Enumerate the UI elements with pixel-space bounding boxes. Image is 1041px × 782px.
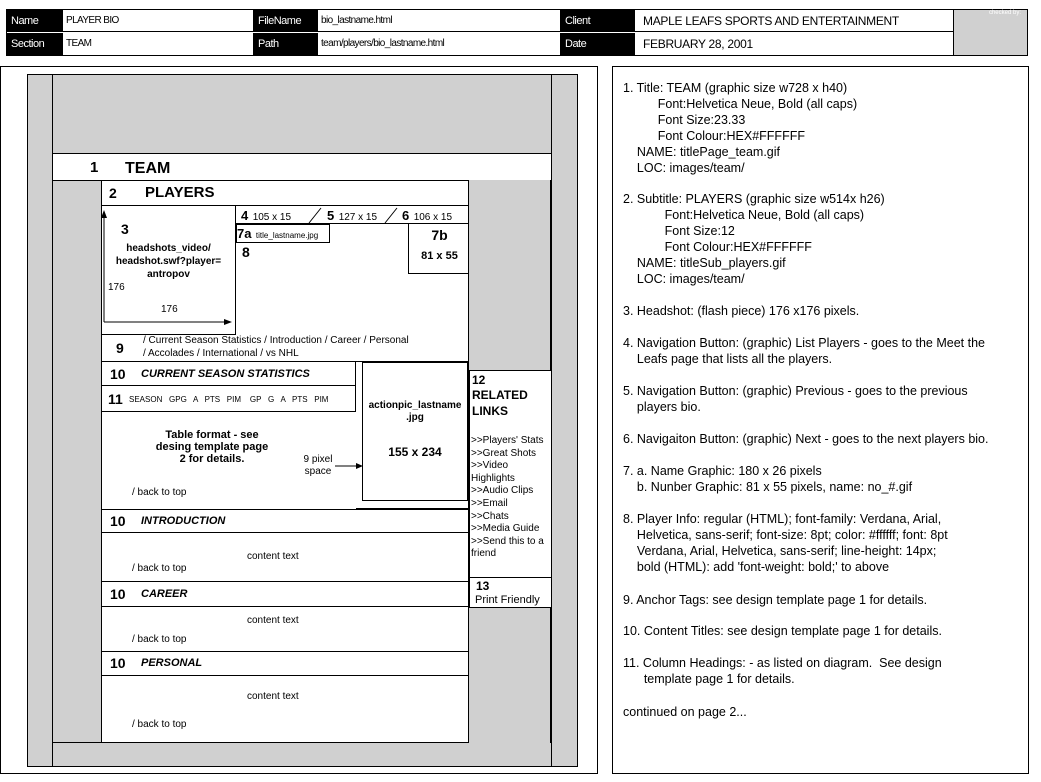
section-value: TEAM xyxy=(63,33,254,55)
headshot-dimension-arrows xyxy=(101,206,241,336)
nav-5-size: 127 x 15 xyxy=(338,212,378,223)
action-pic-size: 155 x 234 xyxy=(388,445,442,459)
related-link-great-shots[interactable]: >>Great Shots xyxy=(471,447,537,459)
name-value: PLAYER BIO xyxy=(63,10,254,32)
name-graphic-file: title_lastname.jpg xyxy=(255,231,319,240)
career-title-bar xyxy=(101,581,469,607)
note-9: 9. Anchor Tags: see design template page 1 for details. xyxy=(623,593,928,607)
personal-content-text: content text xyxy=(247,691,299,702)
anchor-line-1[interactable]: / Current Season Statistics / Introduction / Career / Personal xyxy=(143,335,409,346)
back-to-top-stats[interactable]: / back to top xyxy=(132,487,187,498)
related-title-2: LINKS xyxy=(472,404,508,418)
intro-content-text: content text xyxy=(247,551,299,562)
related-link-chats[interactable]: >>Chats xyxy=(471,510,509,522)
note-7: 7. a. Name Graphic: 180 x 26 pixels b. Nunber Graphic: 81 x 55 pixels, name: no_#.gif xyxy=(623,464,913,494)
print-label: Print Friendly xyxy=(475,594,540,606)
print-friendly-box[interactable] xyxy=(469,577,552,608)
related-links-box xyxy=(469,370,552,578)
spacing-line-2: space xyxy=(304,466,332,477)
related-link-video-highlights[interactable]: Highlights xyxy=(471,472,515,484)
related-link-friend[interactable]: friend xyxy=(471,548,497,560)
table-note-line-1: Table format - see xyxy=(165,429,259,441)
related-number: 12 xyxy=(472,373,486,387)
note-10: 10. Content Titles: see design template page 1 for details. xyxy=(623,624,942,638)
stats-title: CURRENT SEASON STATISTICS xyxy=(141,368,310,380)
subtitle-text: PLAYERS xyxy=(145,184,215,201)
headshot-height: 176 xyxy=(108,282,125,293)
subtitle-number: 2 xyxy=(109,185,117,201)
print-number: 13 xyxy=(476,579,490,593)
related-link-video[interactable]: >>Video xyxy=(471,460,509,472)
anchor-links xyxy=(101,335,469,362)
career-title: CAREER xyxy=(141,588,188,600)
name-graphic-number: 7a xyxy=(237,226,252,241)
action-pic-line-1: actionpic_lastname xyxy=(368,400,462,411)
spacing-note xyxy=(297,454,339,478)
related-title-1: RELATED xyxy=(472,388,528,402)
note-continued: continued on page 2... xyxy=(623,705,747,719)
anchor-number: 9 xyxy=(116,340,124,356)
career-content-text: content text xyxy=(247,615,299,626)
client-label: Client xyxy=(561,10,635,32)
back-to-top-intro[interactable]: / back to top xyxy=(132,563,187,574)
spacing-line-1: 9 pixel xyxy=(303,454,333,465)
related-link-send[interactable]: >>Send this to a xyxy=(471,535,544,547)
related-link-media-guide[interactable]: >>Media Guide xyxy=(471,523,540,535)
anchor-line-2[interactable]: / Accolades / International / vs NHL xyxy=(143,348,299,359)
number-graphic-box xyxy=(408,224,469,274)
note-11: 11. Column Headings: - as listed on diagram. See design template page 1 for details. xyxy=(623,656,942,686)
title-bar xyxy=(52,153,552,181)
path-value: team/players/bio_lastname.html xyxy=(318,33,561,55)
action-pic-line-2: .jpg xyxy=(406,412,424,423)
personal-number: 10 xyxy=(110,655,126,671)
headshot-line-3: antropov xyxy=(147,269,190,280)
path-label: Path xyxy=(254,33,318,55)
name-graphic-box xyxy=(236,224,330,243)
number-graphic-size: 81 x 55 xyxy=(421,250,458,262)
note-5: 5. Navigation Button: (graphic) Previous - goes to the previous players bio. xyxy=(623,384,968,414)
intro-number: 10 xyxy=(110,513,126,529)
career-number: 10 xyxy=(110,586,126,602)
nav-4-size: 105 x 15 xyxy=(252,212,292,223)
back-to-top-personal[interactable]: / back to top xyxy=(132,719,187,730)
date-value: FEBRUARY 28, 2001 xyxy=(643,37,753,51)
player-info-number: 8 xyxy=(242,244,250,260)
section-label: Section xyxy=(7,33,63,55)
columns-number: 11 xyxy=(108,391,123,407)
name-label: Name xyxy=(7,10,63,32)
note-3: 3. Headshot: (flash piece) 176 x176 pixels. xyxy=(623,304,860,318)
action-pic-file xyxy=(363,400,467,424)
table-note-line-2: desing template page xyxy=(155,441,269,453)
headshot-width: 176 xyxy=(161,304,178,315)
related-link-audio-clips[interactable]: >>Audio Clips xyxy=(471,485,534,497)
action-pic-box xyxy=(356,362,469,509)
nav-6-number: 6 xyxy=(402,208,410,223)
title-text: TEAM xyxy=(125,160,171,177)
approval-label: checked by: xyxy=(988,10,1021,16)
stats-title-bar xyxy=(101,362,356,386)
related-links-list xyxy=(471,435,544,561)
client-value: MAPLE LEAFS SPORTS AND ENTERTAINMENT xyxy=(635,10,953,32)
headshot-line-1: headshots_video/ xyxy=(126,243,211,254)
action-pic-frame xyxy=(362,362,468,501)
filename-label: FileName xyxy=(254,10,318,32)
number-graphic-number: 7b xyxy=(431,227,448,243)
column-headings-bar xyxy=(101,386,356,412)
intro-title: INTRODUCTION xyxy=(141,515,226,527)
filename-value: bio_lastname.html xyxy=(318,10,561,32)
related-link-players-stats[interactable]: >>Players' Stats xyxy=(471,435,544,446)
stats-number: 10 xyxy=(110,366,126,382)
note-8: 8. Player Info: regular (HTML); font-family: Verdana, Arial, Helvetica, sans-serif; font-size: 8pt; color: #ffffff; font: 8pt Verdana, Arial, Helvetica, sans-serif; line-height: 14px; bold (HTML): add 'font-weight: bold;' to above xyxy=(623,512,948,574)
note-6: 6. Navigaiton Button: (graphic) Next - goes to the next players bio. xyxy=(623,432,989,446)
approval-box xyxy=(953,10,1027,55)
intro-title-bar xyxy=(101,509,469,533)
column-labels: SEASON GPG A PTS PIM GP G A PTS PIM xyxy=(129,395,329,404)
related-link-email[interactable]: >>Email xyxy=(471,497,508,509)
nav-4-number: 4 xyxy=(241,208,249,223)
note-1: 1. Title: TEAM (graphic size w728 x h40) Font:Helvetica Neue, Bold (all caps) Font Size:23.33 Font Colour:HEX#FFFFFF NAME: titlePage_team.gif LOC: images/team/ xyxy=(623,81,858,175)
note-4: 4. Navigation Button: (graphic) List Players - goes to the Meet the Leafs page that lists all the players. xyxy=(623,336,985,366)
headshot-number: 3 xyxy=(121,221,129,237)
note-2: 2. Subtitle: PLAYERS (graphic size w514x h26) Font:Helvetica Neue, Bold (all caps) Font Size:12 Font Colour:HEX#FFFFFF NAME: titleSub_players.gif LOC: images/team/ xyxy=(623,192,885,286)
table-note-line-3: 2 for details. xyxy=(179,453,245,465)
subtitle-bar xyxy=(101,180,469,206)
nav-6-size: 106 x 15 xyxy=(413,212,453,223)
personal-title-bar xyxy=(101,651,469,676)
date-label: Date xyxy=(561,33,635,55)
nav-5-number: 5 xyxy=(327,208,335,223)
personal-title: PERSONAL xyxy=(141,657,203,669)
headshot-line-2: headshot.swf?player= xyxy=(115,256,222,267)
nav-divider-slashes xyxy=(236,206,469,224)
title-number: 1 xyxy=(90,159,99,176)
back-to-top-career[interactable]: / back to top xyxy=(132,634,187,645)
table-format-note xyxy=(101,429,323,465)
